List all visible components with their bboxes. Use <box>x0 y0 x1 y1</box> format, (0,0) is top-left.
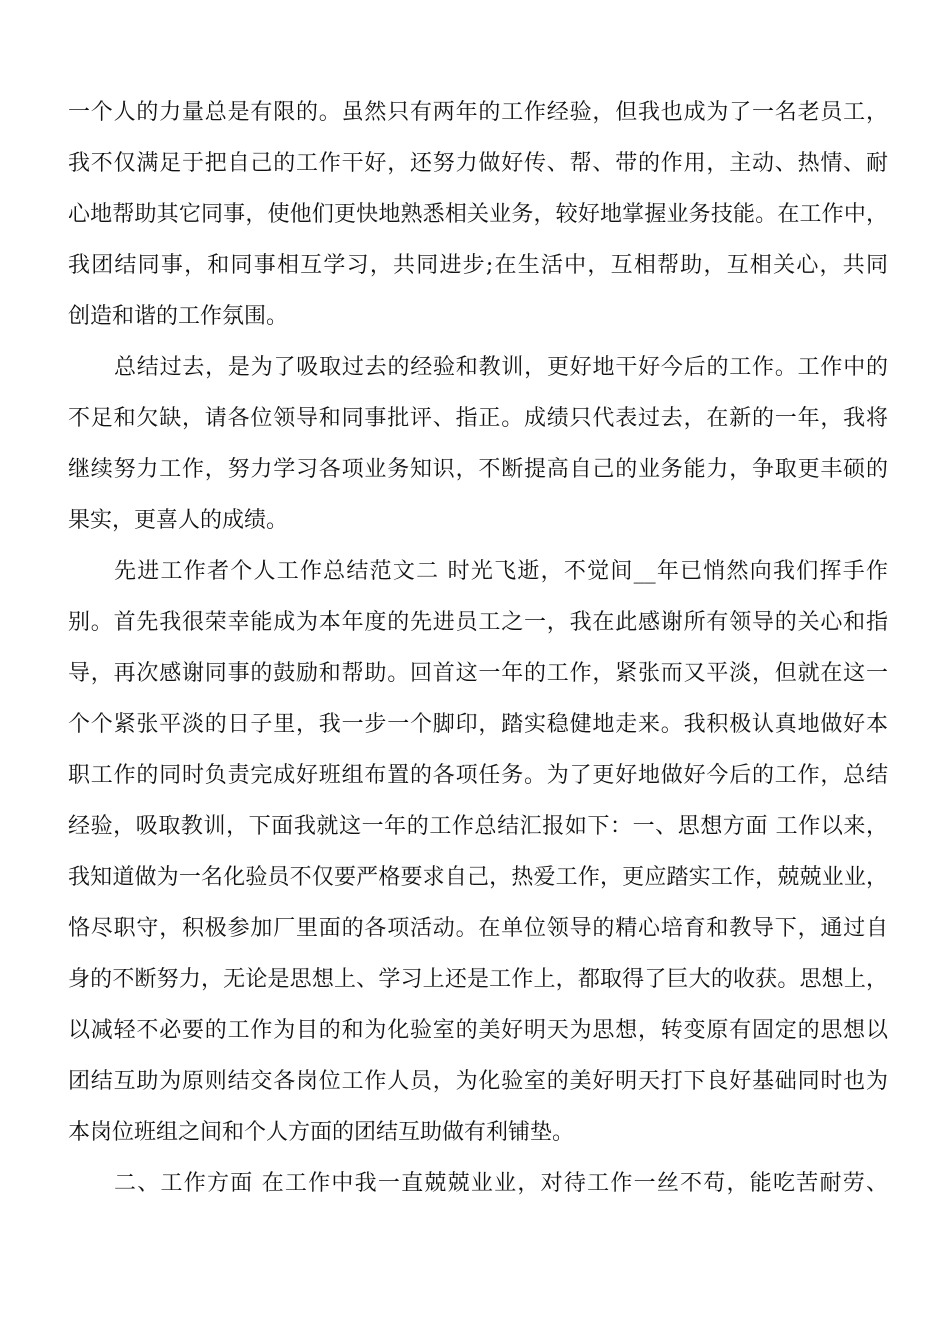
paragraph-line: 经验，吸取教训，下面我就这一年的工作总结汇报如下：一、思想方面 工作以来， <box>68 814 888 839</box>
paragraph-line: 创造和谐的工作氛围。 <box>68 304 289 329</box>
paragraph-line: 一个人的力量总是有限的。虽然只有两年的工作经验，但我也成为了一名老员工， <box>68 100 888 125</box>
paragraph-line: 以减轻不必要的工作为目的和为化验室的美好明天为思想，转变原有固定的思想以 <box>68 1018 888 1043</box>
paragraph-line: 导，再次感谢同事的鼓励和帮助。回首这一年的工作，紧张而又平淡，但就在这一 <box>68 661 888 686</box>
paragraph-line: 继续努力工作，努力学习各项业务知识，不断提高自己的业务能力，争取更丰硕的 <box>68 457 888 482</box>
paragraph-line: 个个紧张平淡的日子里，我一步一个脚印，踏实稳健地走来。我积极认真地做好本 <box>68 712 888 737</box>
paragraph-line: 心地帮助其它同事，使他们更快地熟悉相关业务，较好地掌握业务技能。在工作中， <box>68 202 888 227</box>
paragraph-line: 不足和欠缺，请各位领导和同事批评、指正。成绩只代表过去，在新的一年，我将 <box>68 406 888 431</box>
paragraph-line: 我团结同事，和同事相互学习，共同进步;在生活中，互相帮助，互相关心，共同 <box>68 253 888 278</box>
paragraph-line: 恪尽职守，积极参加厂里面的各项活动。在单位领导的精心培育和教导下，通过自 <box>68 916 888 941</box>
paragraph-line: 别。首先我很荣幸能成为本年度的先进员工之一，我在此感谢所有领导的关心和指 <box>68 610 888 635</box>
paragraph-line: 身的不断努力，无论是思想上、学习上还是工作上，都取得了巨大的收获。思想上， <box>68 967 888 992</box>
paragraph-line: 总结过去，是为了吸取过去的经验和教训，更好地干好今后的工作。工作中的 <box>114 355 888 380</box>
paragraph-line: 先进工作者个人工作总结范文二 时光飞逝，不觉间__年已悄然向我们挥手作 <box>114 559 888 584</box>
paragraph-line: 我知道做为一名化验员不仅要严格要求自己，热爱工作，更应踏实工作，兢兢业业， <box>68 865 888 890</box>
paragraph-line: 本岗位班组之间和个人方面的团结互助做有利铺垫。 <box>68 1120 575 1145</box>
paragraph-line: 二、工作方面 在工作中我一直兢兢业业，对待工作一丝不苟，能吃苦耐劳、 <box>114 1171 888 1196</box>
paragraph-line: 团结互助为原则结交各岗位工作人员，为化验室的美好明天打下良好基础同时也为 <box>68 1069 888 1094</box>
paragraph-line: 职工作的同时负责完成好班组布置的各项任务。为了更好地做好今后的工作，总结 <box>68 763 888 788</box>
paragraph-line: 果实，更喜人的成绩。 <box>68 508 289 533</box>
paragraph-line: 我不仅满足于把自己的工作干好，还努力做好传、帮、带的作用，主动、热情、耐 <box>68 151 888 176</box>
